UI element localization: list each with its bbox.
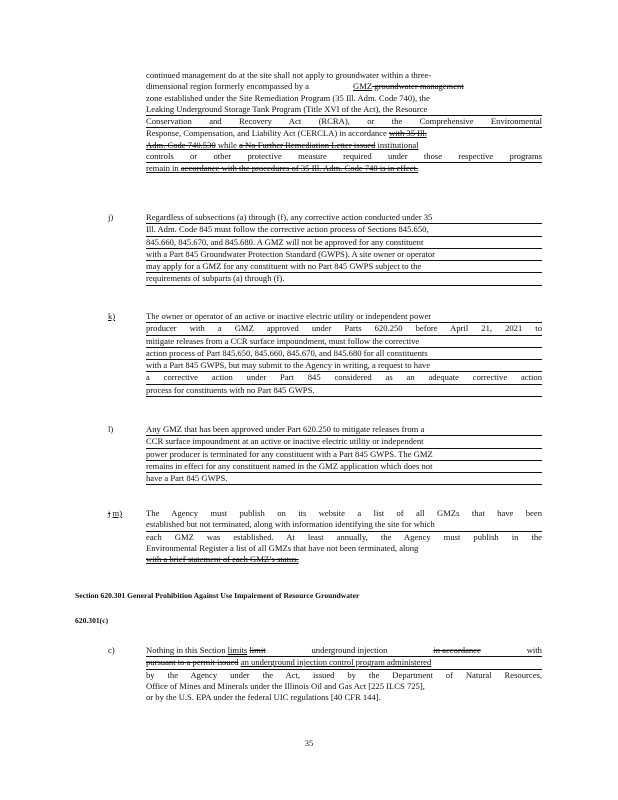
text-line: have a Part 845 GWPS. (146, 473, 542, 485)
text-run: Response, Compensation, and Liability Act (CERCLA) in accordance (146, 128, 389, 139)
text-run: Conservation and Recovery Act (RCRA), or the Comprehensive Environmental (146, 116, 542, 127)
text-line: a corrective action under Part 845 considered as an adequate corrective action (146, 372, 542, 384)
text-line: The owner or operator of an active or inactive electric utility or independent power (146, 311, 542, 323)
paragraph-label: c) (108, 645, 115, 655)
text-line (146, 104, 542, 116)
text-line: The Agency must publish on its website a list of all GMZs that have been (146, 508, 542, 518)
text-line (146, 140, 542, 151)
text-line (146, 116, 542, 128)
text-line: established but not terminated, along with information identifying the site for which (146, 519, 542, 531)
paragraph-l (146, 424, 542, 485)
continuation-paragraph (146, 70, 542, 175)
paragraph-label: j) (108, 212, 114, 222)
text-line: power producer is terminated for any constituent with a Part 845 GWPS. The GMZ (146, 449, 542, 461)
text-line: mitigate releases from a CCR surface impoundment, must follow the corrective (146, 336, 542, 348)
subsection-reference: 620.301(c) (75, 616, 109, 625)
text-line (146, 163, 542, 174)
text-line: process for constituents with no Part 845 GWPS. (146, 385, 542, 397)
text-line: action process of Part 845.650, 845.660, 845.670, and 845.680 for all constituents (146, 348, 542, 360)
text-line: requirements of subparts (a) through (f). (146, 273, 542, 285)
text-line (146, 151, 542, 163)
paragraph-c (146, 645, 542, 703)
text-run: dimensional region formerly encompassed by a (146, 81, 309, 92)
inserted-text: while (215, 139, 240, 150)
text-line: producer with a GMZ approved under Parts 620.250 before April 21, 2021 to (146, 323, 542, 335)
paragraph-label (108, 508, 122, 519)
deleted-text: pursuant to a permit issued (146, 657, 239, 668)
paragraph-m (146, 508, 542, 565)
deleted-text: a No Further Remediation Letter issued (239, 139, 376, 150)
inserted-text: limits (227, 645, 248, 655)
text-run: Leaking Underground Storage Tank Program (Title XVI of the Act), the Resource (146, 103, 428, 114)
text-line (146, 128, 542, 139)
paragraph-label: l) (108, 424, 114, 434)
inserted-text: GMZ (353, 81, 373, 92)
text-line: by the Agency under the Act, issued by the Department of Natural Resources, (146, 669, 542, 680)
text-line: with a Part 845 Groundwater Protection Standard (GWPS). A site owner or operator (146, 249, 542, 261)
text-line: may apply for a GMZ for any constituent with no Part 845 GWPS subject to the (146, 261, 542, 273)
text-line (146, 81, 542, 92)
text-run: underground injection (311, 645, 388, 655)
paragraph-j (146, 212, 542, 286)
deleted-text: groundwater management (372, 81, 464, 92)
text-line (146, 657, 542, 669)
inserted-text: remain in (146, 163, 181, 174)
section-heading: Section 620.301 General Prohibition Against Use Impairment of Resource Groundwater (75, 591, 360, 600)
text-line: remains in effect for any constituent named in the GMZ application which does not (146, 461, 542, 473)
inserted-text: institutional (375, 139, 419, 150)
text-line: 845.660, 845.670, and 845.680. A GMZ will not be approved for any constituent (146, 237, 542, 249)
paragraph-label: k) (108, 311, 116, 321)
text-line: Ill. Adm. Code 845 must follow the corrective action process of Sections 845.650, (146, 224, 542, 236)
text-run: with (526, 645, 542, 655)
text-line: with a brief statement of each GMZ’s status. (146, 554, 299, 565)
deleted-text: with 35 Ill. (388, 128, 427, 139)
text-line (146, 645, 542, 657)
inserted-text: an underground injection control program administered (240, 657, 432, 668)
deleted-text: Adm. Code 740.530 (146, 139, 216, 150)
text-run: Nothing in this Section limits limit (146, 645, 266, 655)
text-run: continued management do at the site shall not apply to groundwater within a three- (146, 70, 432, 80)
text-line (146, 70, 542, 81)
deleted-text: in accordance (433, 645, 481, 655)
deleted-text: accordance with the procedures of 35 Ill. Adm. Code 740 is in effect. (180, 163, 419, 174)
text-line: Regardless of subsections (a) through (f), any corrective action conducted under 35 (146, 212, 542, 224)
text-line: Environmental Register a list of all GMZs that have not been terminated, along (146, 542, 419, 553)
inserted-text: m) (112, 508, 123, 518)
text-run: controls or other protective measure required under those respective programs (146, 151, 542, 162)
text-line: or by the U.S. EPA under the federal UIC regulations [40 CFR 144]. (146, 692, 381, 703)
deleted-text: j (108, 508, 111, 518)
text-line: Any GMZ that has been approved under Part 620.250 to mitigate releases from a (146, 424, 542, 436)
deleted-text: limit (249, 645, 266, 655)
text-line: with a Part 845 GWPS, but may submit to the Agency in writing, a request to have (146, 360, 542, 372)
text-line (146, 93, 542, 104)
text-run: zone established under the Site Remediation Program (35 Ill. Adm. Code 740), the (146, 92, 430, 103)
text-line: Office of Mines and Minerals under the Illinois Oil and Gas Act [225 ILCS 725], (146, 680, 425, 691)
page-number: 35 (304, 738, 314, 748)
paragraph-k (146, 311, 542, 397)
text-line: each GMZ was established. At least annually, the Agency must publish in the (146, 531, 542, 542)
text-line: CCR surface impoundment at an active or inactive electric utility or independent (146, 436, 542, 448)
